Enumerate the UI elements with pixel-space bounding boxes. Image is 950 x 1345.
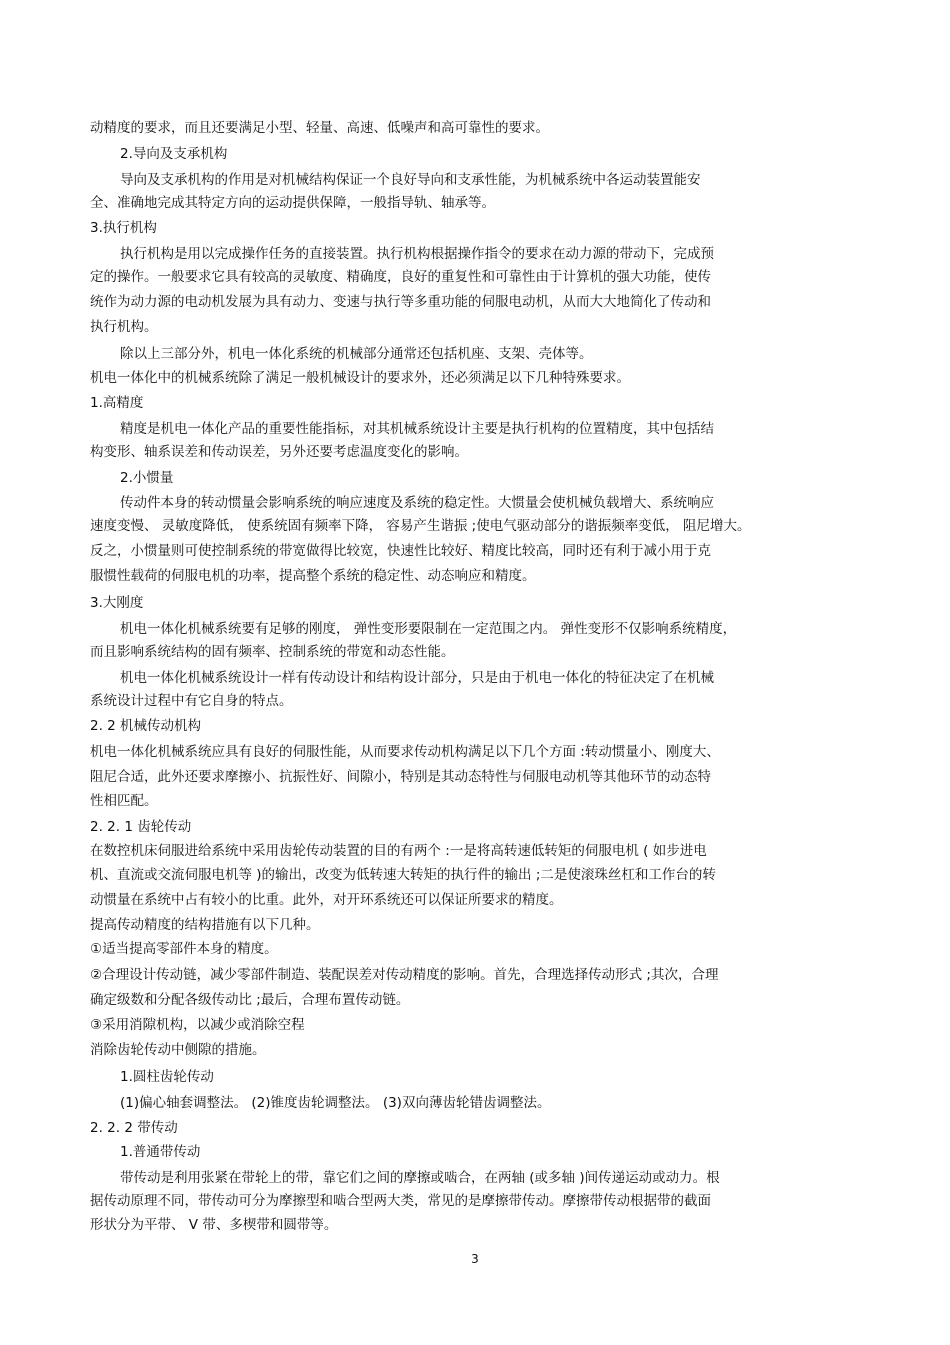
text-line: 全、准确地完成其特定方向的运动提供保障，一般指导轨、轴承等。 (90, 195, 495, 211)
text-line: ②合理设计传动链，减少零部件制造、装配误差对传动精度的影响。首先，合理选择传动形式 ;其次，合理 (90, 967, 719, 983)
text-line: 性相匹配。 (90, 793, 158, 809)
text-line: 导向及支承机构的作用是对机械结构保证一个良好导向和支承性能，为机械系统中各运动装置能安 (120, 172, 701, 188)
section-heading: 2. 2 机械传动机构 (90, 718, 202, 734)
section-heading: 1.圆柱齿轮传动 (120, 1069, 214, 1085)
text-line: 在数控机床伺服进给系统中采用齿轮传动装置的目的有两个 :一是将高转速低转矩的伺服电机 ( 如步进电 (90, 843, 707, 859)
text-line: 带传动是利用张紧在带轮上的带，靠它们之间的摩擦或啮合，在两轴 (或多轴 )间传递运动或动力。根 (120, 1170, 720, 1186)
text-line: ③采用消隙机构，以减少或消除空程 (90, 1017, 305, 1033)
text-line: 除以上三部分外，机电一体化系统的机械部分通常还包括机座、支架、壳体等。 (120, 346, 593, 362)
section-heading: 1.高精度 (90, 395, 144, 411)
text-line: 速度变慢、 灵敏度降低， 使系统固有频率下降， 容易产生谐振 ;使电气驱动部分的谐振频率变低， 阻尼增大。 (90, 518, 751, 534)
text-line: 动惯量在系统中占有较小的比重。此外，对开环系统还可以保证所要求的精度。 (90, 892, 563, 908)
section-heading: 2. 2. 1 齿轮传动 (90, 819, 192, 835)
text-line: 消除齿轮传动中侧隙的措施。 (90, 1042, 266, 1058)
text-line: 提高传动精度的结构措施有以下几种。 (90, 917, 320, 933)
text-line: 反之，小惯量则可使控制系统的带宽做得比较宽，快速性比较好、精度比较高，同时还有利于减小用于克 (90, 543, 711, 559)
page-number: 3 (471, 1252, 479, 1266)
text-line: 精度是机电一体化产品的重要性能指标，对其机械系统设计主要是执行机构的位置精度，其中包括结 (120, 421, 714, 437)
text-line: 构变形、轴系误差和传动误差，另外还要考虑温度变化的影响。 (90, 444, 468, 460)
text-line: 传动件本身的转动惯量会影响系统的响应速度及系统的稳定性。大惯量会使机械负载增大、系统响应 (120, 495, 714, 511)
text-line: 执行机构是用以完成操作任务的直接装置。执行机构根据操作指令的要求在动力源的带动下，完成预 (120, 246, 714, 262)
text-line: 而且影响系统结构的固有频率、控制系统的带宽和动态性能。 (90, 644, 455, 660)
text-line: 机电一体化机械系统设计一样有传动设计和结构设计部分，只是由于机电一体化的特征决定了在机械 (120, 670, 714, 686)
text-line: 机电一体化中的机械系统除了满足一般机械设计的要求外，还必须满足以下几种特殊要求。 (90, 370, 630, 386)
text-line: 统作为动力源的电动机发展为具有动力、变速与执行等多重功能的伺服电动机，从而大大地简化了传动和 (90, 294, 711, 310)
section-heading: 3.执行机构 (90, 220, 157, 236)
text-line: 机电一体化机械系统应具有良好的伺服性能，从而要求传动机构满足以下几个方面 :转动惯量小、刚度大、 (90, 744, 720, 760)
text-line: 形状分为平带、 V 带、多楔带和圆带等。 (90, 1217, 338, 1233)
section-heading: 3.大刚度 (90, 595, 144, 611)
text-line: 动精度的要求，而且还要满足小型、轻量、高速、低噪声和高可靠性的要求。 (90, 120, 549, 136)
text-line: 机电一体化机械系统要有足够的刚度， 弹性变形要限制在一定范围之内。 弹性变形不仅影响系统精度， (120, 621, 737, 637)
section-heading: 1.普通带传动 (120, 1144, 201, 1160)
section-heading: 2.小惯量 (120, 470, 174, 486)
section-heading: 2.导向及支承机构 (120, 146, 228, 162)
text-line: 阻尼合适，此外还要求摩擦小、抗振性好、间隙小，特别是其动态特性与伺服电动机等其他环节的动态特 (90, 769, 711, 785)
text-line: 执行机构。 (90, 319, 158, 335)
text-line: 据传动原理不同，带传动可分为摩擦型和啮合型两大类，常见的是摩擦带传动。摩擦带传动根据带的截面 (90, 1193, 711, 1209)
text-line: 系统设计过程中有它自身的特点。 (90, 693, 293, 709)
text-line: 服惯性载荷的伺服电机的功率，提高整个系统的稳定性、动态响应和精度。 (90, 568, 536, 584)
text-line: 定的操作。一般要求它具有较高的灵敏度、精确度，良好的重复性和可靠性由于计算机的强大功能，使传 (90, 269, 711, 285)
text-line: (1)偏心轴套调整法。 (2)锥度齿轮调整法。 (3)双向薄齿轮错齿调整法。 (120, 1095, 551, 1111)
section-heading: 2. 2. 2 带传动 (90, 1120, 178, 1136)
text-line: 机、直流或交流伺服电机等 )的输出，改变为低转速大转矩的执行件的输出 ;二是使滚珠丝杠和工作台的转 (90, 867, 716, 883)
text-line: 确定级数和分配各级传动比 ;最后，合理布置传动链。 (90, 992, 410, 1008)
text-line: ①适当提高零部件本身的精度。 (90, 941, 278, 957)
